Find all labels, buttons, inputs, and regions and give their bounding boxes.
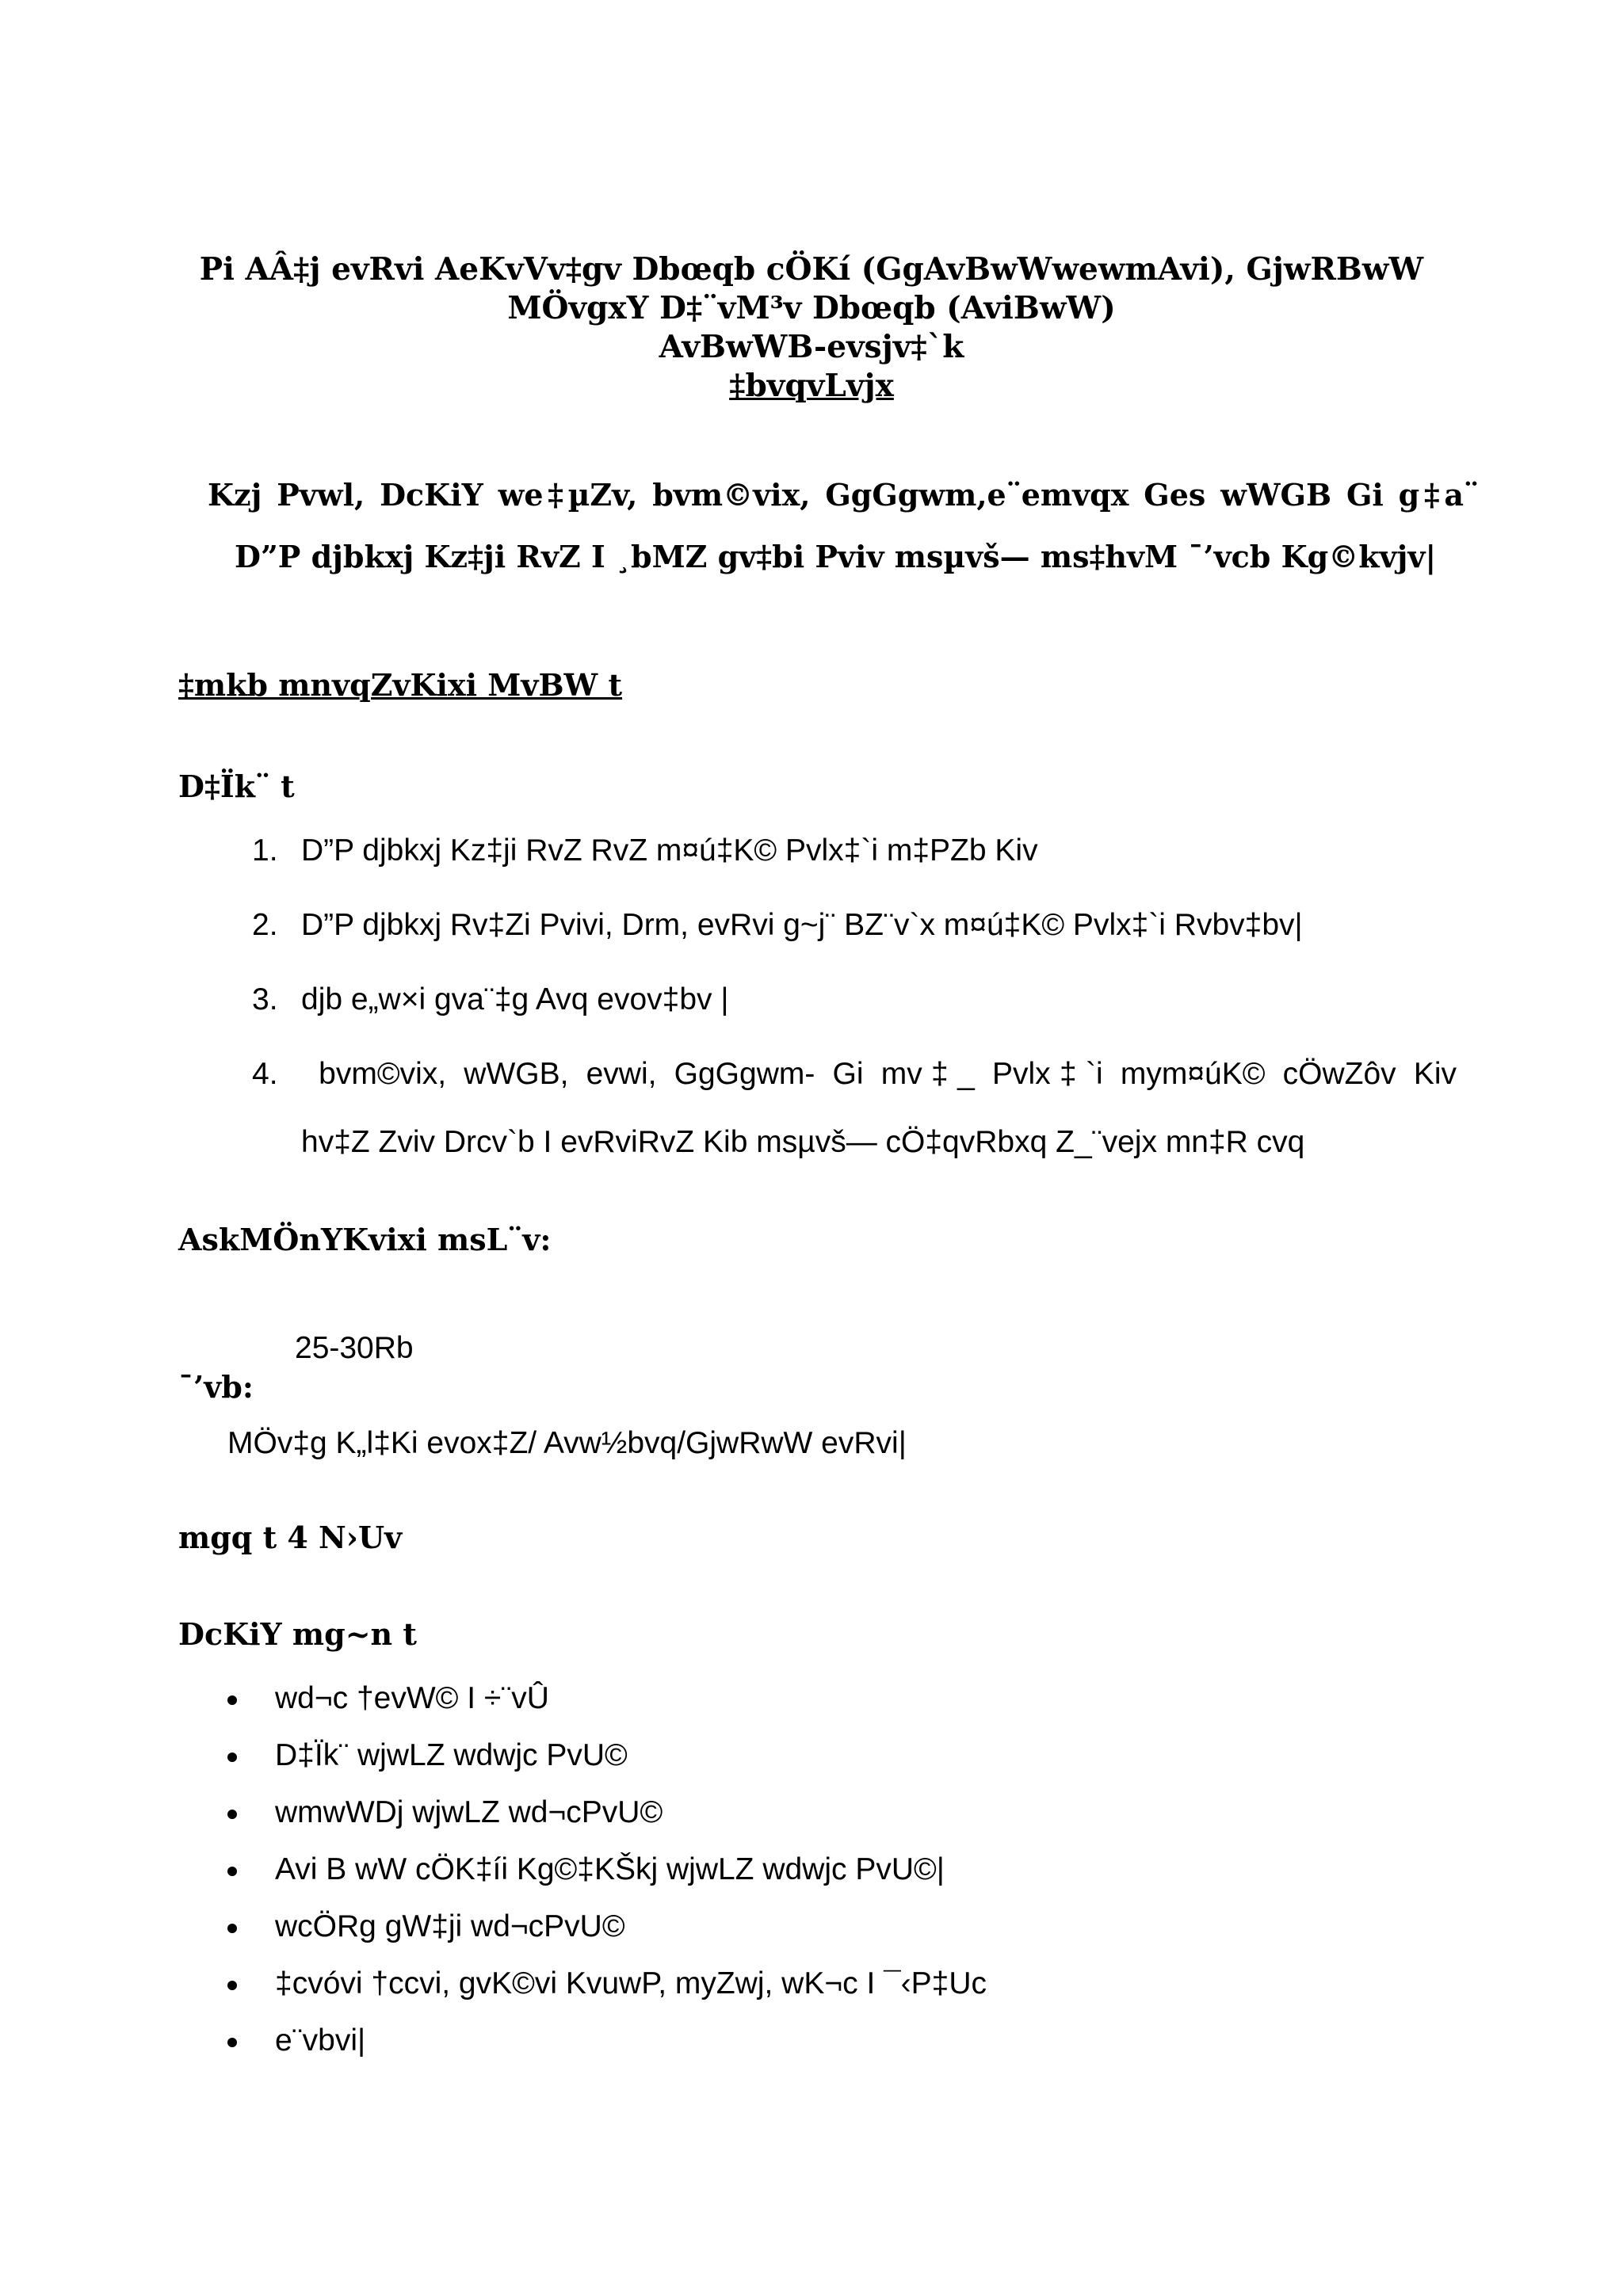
list-text: Avi B wW cÖK‡íi Kg©‡KŠkj wjwLZ wdwjc PvU©| — [275, 1852, 945, 1886]
list-item — [227, 1738, 987, 1795]
list-number: 3. — [252, 982, 278, 1016]
bullet-icon — [227, 1867, 237, 1876]
list-item — [227, 2023, 987, 2081]
intro-paragraph: Kzj Pvwl, DcKiY we‡µZv, bvm©vix, GgGgwm,e¨emvqx Ges wWGB Gi g‡a¨ D”P djbkxj Kz‡ji RvZ I ¸bMZ gv‡bi Pviv msµvš— ms‡hvM ¯’vcb Kg©kvjv| — [208, 477, 1479, 574]
list-text: D”P djbkxj Rv‡Zi Pvivi, Drm, evRvi g~j¨ BZ¨v`x m¤ú‡K© Pvlx‡`i Rvbv‡bv| — [301, 908, 1303, 942]
list-number: 1. — [252, 833, 278, 868]
bullet-icon — [227, 1981, 237, 1990]
list-text: wmwWDj wjwLZ wd¬cPvU© — [275, 1795, 663, 1829]
section-heading: ‡mkb mnvqZvKixi MvBW t — [178, 667, 623, 703]
bullet-icon — [227, 1695, 237, 1705]
list-item — [252, 833, 1457, 908]
list-item — [227, 1681, 987, 1738]
list-text: ‡cvóvi †ccvi, gvK©vi KvuwP, myZwj, wK¬c I ¯‹P‡Uc — [275, 1966, 987, 2000]
title-line-3: AvBwWB-evsjv‡`k — [659, 329, 964, 365]
place-heading: ¯’vb: — [178, 1369, 254, 1405]
list-item — [227, 1852, 987, 1909]
objective-heading: D‡Ïk¨ t — [178, 769, 295, 804]
list-text: wcÖRg gW‡ji wd¬cPvU© — [275, 1909, 625, 1943]
list-text-line-2: hv‡Z Zviv Drcv`b I evRviRvZ Kib msµvš— cÖ‡qvRbxq Z_¨vejx mn‡R cvq — [301, 1125, 1305, 1159]
document-title — [158, 250, 1465, 406]
bullet-icon — [227, 1810, 237, 1819]
title-line-2: MÖvgxY D‡¨vM³v Dbœqb (AviBwW) — [507, 290, 1116, 326]
list-item — [227, 1909, 987, 1966]
bullet-icon — [227, 2038, 237, 2047]
materials-heading: DcKiY mg~n t — [178, 1616, 417, 1652]
list-text: D‡Ïk¨ wjwLZ wdwjc PvU© — [275, 1738, 628, 1772]
objectives-list — [252, 833, 1457, 1168]
materials-list — [227, 1681, 987, 2081]
list-item — [252, 1057, 1457, 1168]
place-value: MÖv‡g K„l‡Ki evox‡Z/ Avw½bvq/GjwRwW evRvi| — [227, 1426, 907, 1460]
participants-value: 25-30Rb — [295, 1331, 414, 1365]
title-line-1: Pi AÂ‡j evRvi AeKvVv‡gv Dbœqb cÖKí (GgAvBwWwewmAvi), GjwRBwW — [199, 251, 1424, 288]
list-item — [252, 908, 1457, 982]
participants-heading: AskMÖnYKvixi msL¨v: — [178, 1222, 552, 1257]
list-text: djb e„w×i gva¨‡g Avq evov‡bv | — [301, 982, 729, 1016]
title-line-4: ‡bvqvLvjx — [729, 368, 894, 404]
list-text: D”P djbkxj Kz‡ji RvZ RvZ m¤ú‡K© Pvlx‡`i m‡PZb Kiv — [301, 833, 1038, 868]
list-text: wd¬c †evW© I ÷¨vÛ — [275, 1681, 549, 1715]
list-item — [227, 1966, 987, 2023]
bullet-icon — [227, 1753, 237, 1762]
list-item — [227, 1795, 987, 1852]
bullet-icon — [227, 1924, 237, 1933]
list-number: 2. — [252, 908, 278, 942]
list-text-line-1: bvm©vix, wWGB, evwi, GgGgwm- Gi mv‡_ Pvlx‡`i mym¤úK© cÖwZôv Kiv — [301, 1057, 1457, 1091]
list-item — [252, 982, 1457, 1057]
time-label: mgq t 4 N›Uv — [178, 1520, 403, 1555]
list-number: 4. — [252, 1057, 278, 1091]
list-text: e¨vbvi| — [275, 2023, 366, 2058]
